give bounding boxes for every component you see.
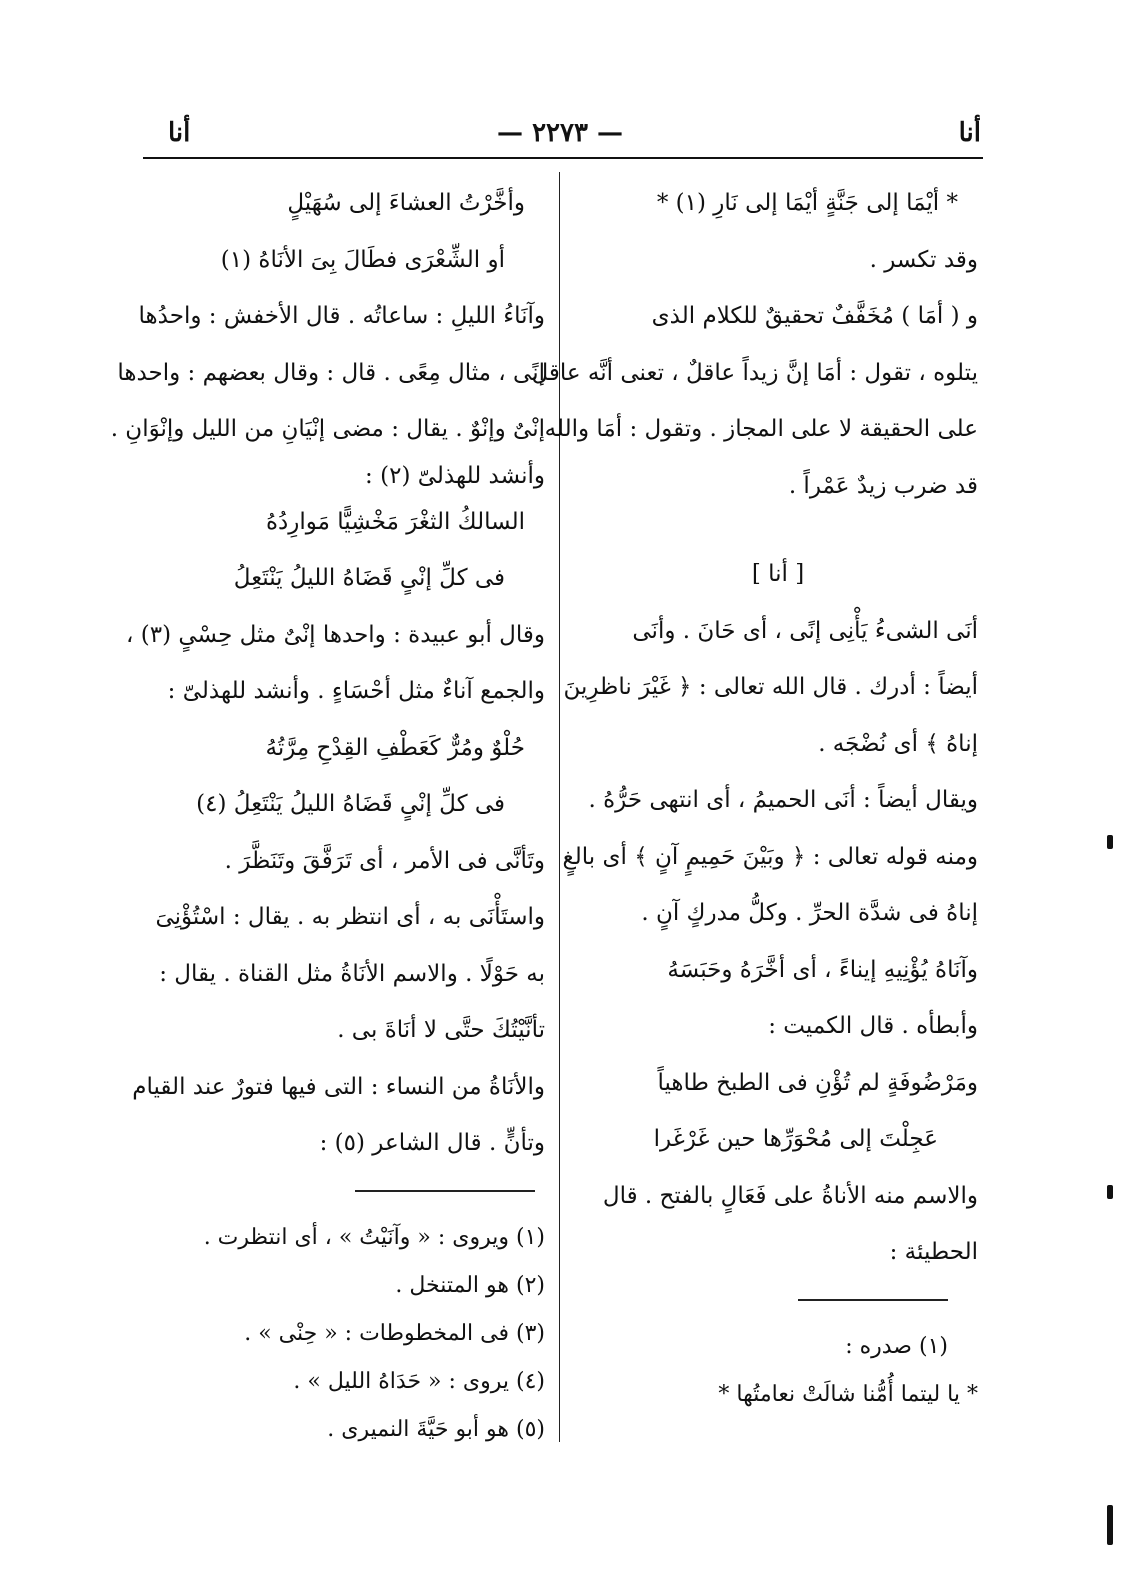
verse-line: أو الشِّعْرَى فطَالَ بِىَ الأنَاهُ (١) xyxy=(220,246,505,273)
text-line: و ( أمَا ) مُخَفَّفٌ تحقيقٌ للكلام الذى xyxy=(651,303,978,329)
verse-line: حُلْوٌ ومُرٌّ كَعَطْفِ القِدْحِ مِرَّتُهُ xyxy=(265,734,525,761)
verse-line: وأخَّرْتُ العشاءَ إلى سُهَيْلٍ xyxy=(287,190,525,216)
footnote: (١) ويروى : « وآنَيْتُ » ، أى انتظرت . xyxy=(203,1224,545,1250)
footnote-separator xyxy=(798,1299,948,1301)
scan-edge-mark xyxy=(1107,1185,1113,1199)
running-head-right: أنا xyxy=(958,118,981,148)
footnote: (١) صدره : xyxy=(845,1333,948,1359)
footnote: (٣) فى المخطوطات : « حِنْى » . xyxy=(244,1320,545,1346)
left-column xyxy=(110,175,545,1454)
verse-line: فى كلِّ إنْىٍ قَضَاهُ الليلُ يَنْتَعِلُ (٤) xyxy=(196,791,505,817)
text-line: والأنَاةُ من النساء : التى فيها فتورٌ عند القيام xyxy=(132,1073,545,1100)
footnote: * يا ليتما أُمُّنا شالَتْ نعامتُها * xyxy=(718,1381,978,1407)
text-line: يتلوه ، تقول : أمَا إنَّ زيداً عاقلٌ ، تعنى أنَّه عاقل xyxy=(531,359,978,386)
text-line: والجمع آناءٌ مثل أحْسَاءٍ . وأنشد للهذلىّ : xyxy=(167,678,545,704)
text-line: إنًى ، مثال مِعًى . قال : وقال بعضهم : واحدها xyxy=(117,359,545,386)
footnote: (٥) هو أبو حَيَّةَ النميرى . xyxy=(327,1416,545,1442)
footnote: (٢) هو المتنخل . xyxy=(395,1272,545,1298)
text-line: إناهُ ﴾ أى نُضْجَه . xyxy=(818,730,978,757)
text-line: وتَأنَّى فى الأمر ، أى تَرَفَّقَ وتَنَظَّرَ . xyxy=(224,847,545,874)
text-line: ويقال أيضاً : أنَى الحميمُ ، أى انتهى حَرُّهُ . xyxy=(588,787,978,813)
text-line: به حَوْلًا . والاسم الأنَاةُ مثل القناة . يقال : xyxy=(159,960,545,987)
verse-line: فى كلِّ إنْىٍ قَضَاهُ الليلُ يَنْتَعِلُ xyxy=(233,565,505,591)
footnote: (٤) يروى : « حَدَاهُ الليل » . xyxy=(293,1368,545,1394)
spacer xyxy=(578,514,978,546)
text-line: أنَى الشىءُ يَأْنِى إنًى ، أى حَانَ . وأنَى xyxy=(632,617,978,644)
text-line: وتأنٍّ . قال الشاعر (٥) : xyxy=(319,1130,545,1156)
right-column xyxy=(531,175,978,1419)
text-line: وقد تكسر . xyxy=(869,246,978,273)
verse-line: ومَرْضُوفَةٍ لم تُؤْنِ فى الطبخ طاهياً xyxy=(657,1069,978,1096)
text-line: والاسم منه الأناةُ على فَعَالٍ بالفتح . قال xyxy=(602,1182,978,1209)
header-rule xyxy=(143,157,983,159)
text-line: * أيْمَا إلى جَنَّةٍ أيْمَا إلى نَارِ (١) * xyxy=(656,190,958,216)
verse-line: السالكُ الثغْرَ مَخْشِيًّا مَوارِدُهُ xyxy=(266,508,525,535)
text-line: وآنَاهُ يُؤْنِيهِ إيناءً ، أى أخَّرَهُ وحَبَسَهُ xyxy=(667,956,978,983)
running-head-left: أنا xyxy=(168,118,191,148)
text-line: ومنه قوله تعالى : ﴿ وبَيْنَ حَمِيمٍ آنٍ ﴾ أى بالغٍ xyxy=(562,843,978,870)
text-line: الحطيئة : xyxy=(889,1239,978,1265)
scan-edge-mark xyxy=(1107,835,1113,849)
text-line: واستَأْنَى به ، أى انتظر به . يقال : اسْتُؤْنِىَ xyxy=(155,904,545,930)
text-line: قد ضرب زيدٌ عَمْراً . xyxy=(788,472,978,499)
text-line: وقال أبو عبيدة : واحدها إنْىٌ مثل حِسْىٍ (٣) ، xyxy=(126,621,545,648)
page-number: — ٢٢٧٣ — xyxy=(497,118,623,148)
text-line: أيضاً : أدرك . قال الله تعالى : ﴿ غَيْرَ ناظرِينَ xyxy=(563,674,978,700)
text-line: وأنشد للهذلىّ (٢) : xyxy=(365,462,545,489)
text-line: إناهُ فى شدَّة الحرِّ . وكلُّ مدركٍ آنٍ . xyxy=(641,900,978,926)
entry-heading: [ أنا ] xyxy=(751,561,805,587)
verse-line: عَجِلْتَ إلى مُحْوَرِّها حين غَرْغَرا xyxy=(653,1126,938,1152)
text-line: وأبطأه . قال الكميت : xyxy=(768,1013,978,1039)
text-line: تأنَّيْتُكَ حتَّى لا أنَاةَ بى . xyxy=(337,1017,545,1043)
text-line: إنْىٌ وإنْوٌ . يقال : مضى إنْيَانِ من الليل وإنْوَانِ . xyxy=(110,416,545,442)
footnote-separator xyxy=(355,1190,535,1192)
scan-edge-mark xyxy=(1107,1505,1113,1545)
text-line: على الحقيقة لا على المجاز . وتقول : أمَا والله xyxy=(544,416,978,442)
text-line: وآنَاءُ الليلِ : ساعاتُه . قال الأخفش : واحدُها xyxy=(138,303,545,329)
